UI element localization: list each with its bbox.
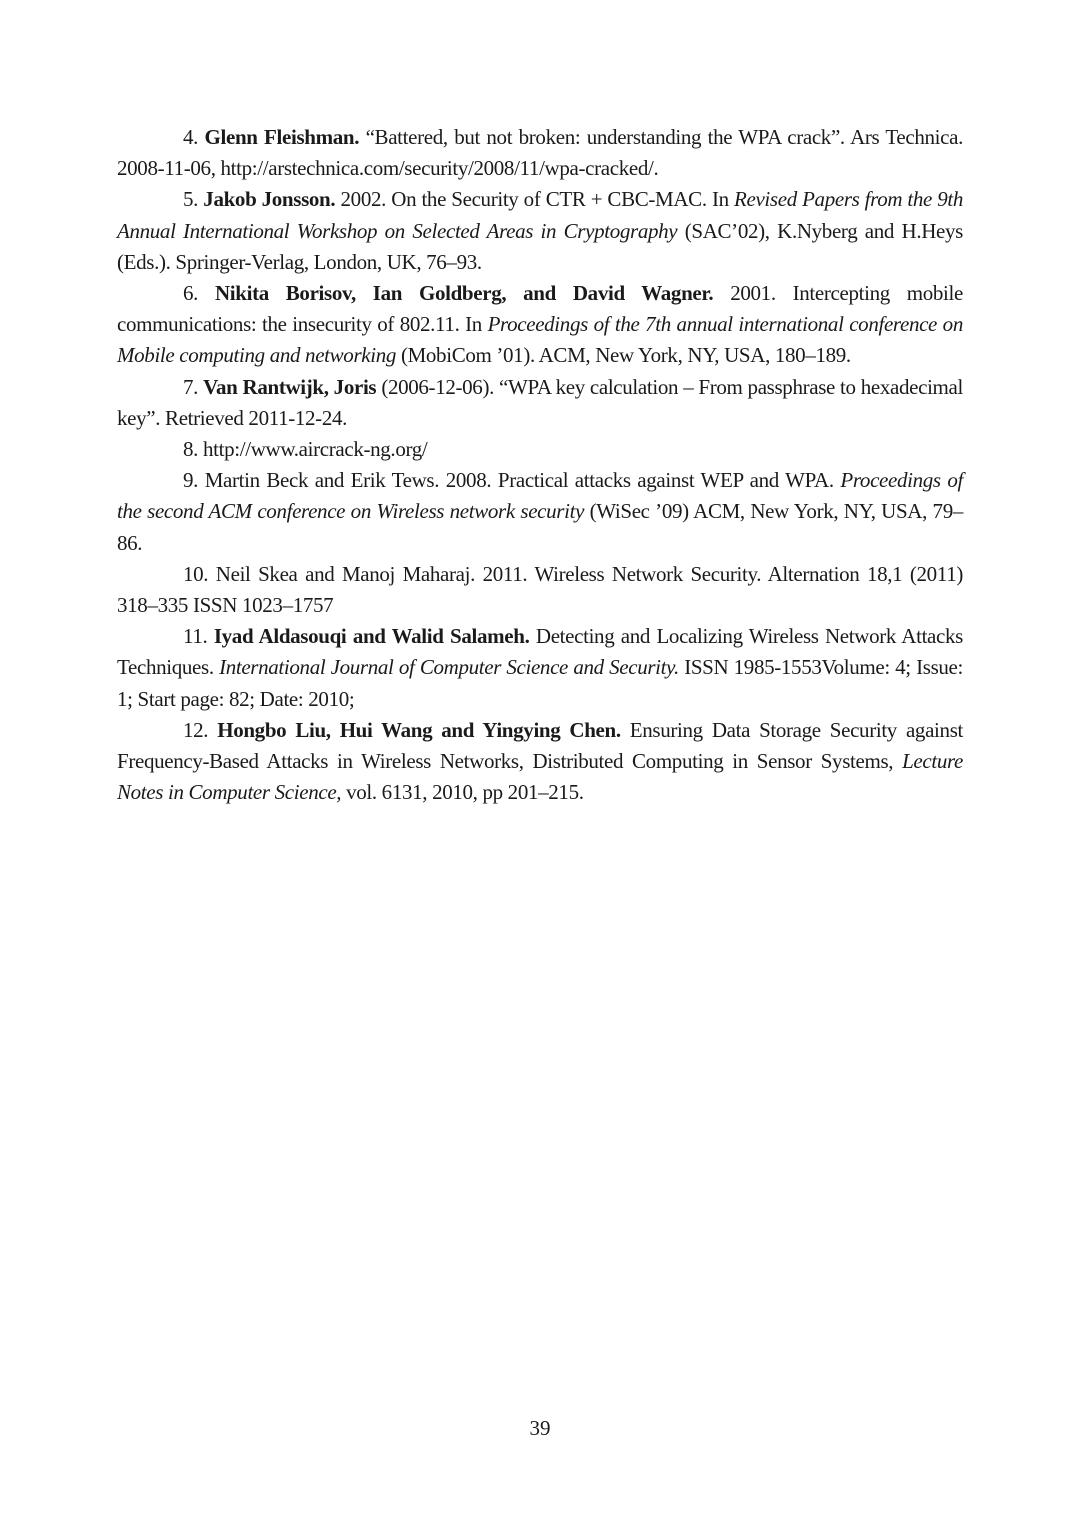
reference-5 bbox=[117, 184, 963, 278]
reference-text: Martin Beck and Erik Tews. 2008. Practical attacks against WEP and WPA. bbox=[204, 468, 834, 493]
reference-number: 10. bbox=[183, 561, 209, 586]
reference-number: 8. bbox=[183, 437, 199, 462]
reference-authors: Iyad Aldasouqi and Walid Salameh. bbox=[213, 624, 530, 649]
reference-authors: Glenn Fleishman. bbox=[204, 125, 360, 149]
reference-text-tail: ISSN 1985-1553Volume: 4; Issue: 1; Start page: 82; Date: 2010; bbox=[117, 655, 963, 711]
reference-number: 7. bbox=[183, 374, 199, 399]
reference-publication: Proceedings of the 7th annual international conference on Mobile computing and networking bbox=[117, 312, 963, 368]
reference-publication: Revised Papers from the 9th Annual International Workshop on Selected Areas in Cryptography bbox=[117, 187, 964, 243]
reference-number: 4. bbox=[183, 125, 199, 149]
page-number: 39 bbox=[529, 1416, 551, 1440]
reference-text: Neil Skea and Manoj Maharaj. 2011. Wireless Network Security. Alternation 18,1 (2011) 318–335 ISSN 1023–1757 bbox=[117, 561, 964, 618]
reference-6 bbox=[117, 278, 963, 372]
reference-9 bbox=[117, 465, 963, 559]
references-list bbox=[117, 122, 963, 808]
reference-8 bbox=[117, 434, 963, 465]
reference-publication: Lecture Notes in Computer Science, bbox=[117, 749, 963, 805]
reference-text-tail: (MobiCom ’01). ACM, New York, NY, USA, 180–189. bbox=[400, 343, 851, 368]
reference-text: 2001. Intercepting mobile communications: the insecurity of 802.11. In bbox=[117, 281, 963, 337]
reference-text: “Battered, but not broken: understanding the WPA crack”. Ars Technica. 2008-11-06, http://arstechnica.com/security/2008/11/wpa-cracked/. bbox=[117, 125, 963, 181]
reference-text: Ensuring Data Storage Security against Frequency-Based Attacks in Wireless Networks, Distributed Computing in Sensor Systems, bbox=[117, 717, 963, 774]
reference-7 bbox=[117, 372, 963, 434]
reference-authors: Jakob Jonsson. bbox=[203, 187, 336, 212]
reference-number: 5. bbox=[183, 187, 199, 212]
reference-text-tail: (SAC’02), K.Nyberg and H.Heys (Eds.). Springer-Verlag, London, UK, 76–93. bbox=[117, 218, 963, 274]
reference-text-tail: (WiSec ’09) ACM, New York, NY, USA, 79–86. bbox=[117, 499, 964, 555]
reference-number: 11. bbox=[183, 624, 208, 649]
reference-number: 12. bbox=[183, 717, 209, 742]
reference-text-tail: vol. 6131, 2010, pp 201–215. bbox=[346, 780, 584, 805]
reference-number: 6. bbox=[183, 281, 199, 306]
reference-authors: Nikita Borisov, Ian Goldberg, and David Wagner. bbox=[214, 281, 714, 306]
reference-text: Detecting and Localizing Wireless Network Attacks Techniques. bbox=[117, 624, 963, 680]
reference-12 bbox=[117, 715, 963, 809]
reference-link: http://www.aircrack-ng.org/ bbox=[202, 437, 428, 462]
reference-authors: Van Rantwijk, Joris bbox=[203, 374, 377, 399]
reference-authors: Hongbo Liu, Hui Wang and Yingying Chen. bbox=[217, 717, 621, 742]
reference-text: 2002. On the Security of CTR + CBC-MAC. In bbox=[340, 187, 729, 212]
reference-4 bbox=[117, 122, 963, 184]
reference-publication: Proceedings of the second ACM conference on Wireless network security bbox=[117, 468, 964, 524]
reference-10 bbox=[117, 559, 963, 621]
reference-publication: International Journal of Computer Science and Security. bbox=[219, 655, 679, 680]
reference-text: (2006-12-06). “WPA key calculation – From passphrase to hexadecimal key”. Retrieved 2011-12-24. bbox=[117, 374, 963, 430]
reference-number: 9. bbox=[183, 468, 199, 493]
reference-11 bbox=[117, 621, 963, 715]
